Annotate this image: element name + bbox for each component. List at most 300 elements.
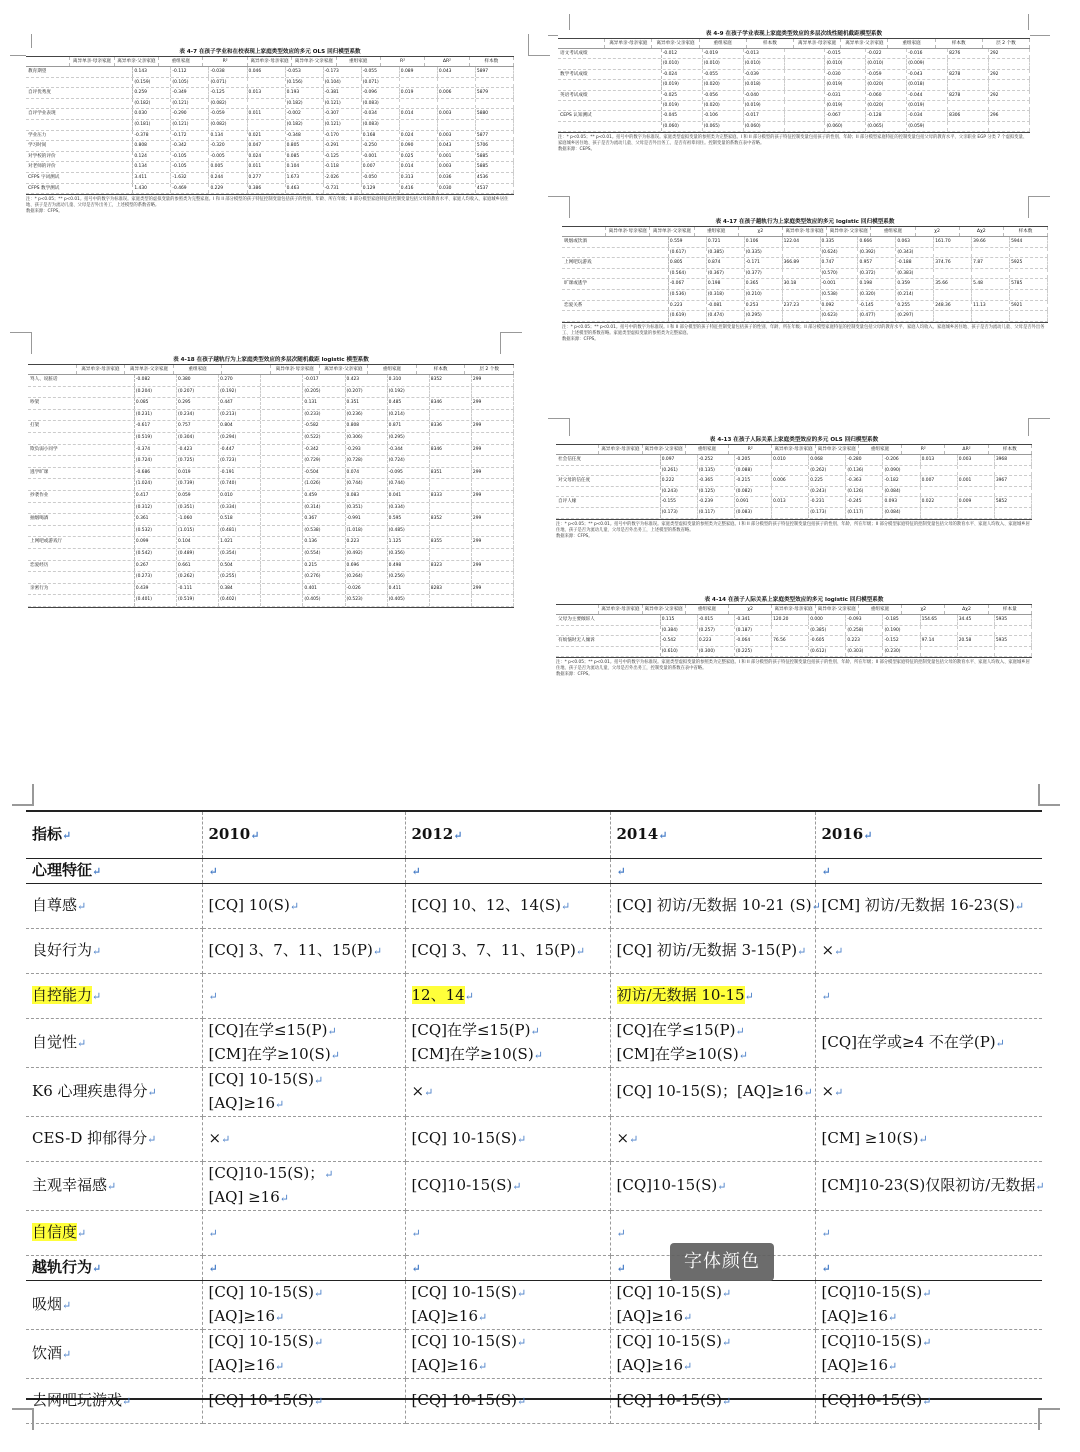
mini-cell <box>783 311 821 321</box>
mini-cell: 0.757 <box>177 421 219 432</box>
mini-table-4-14 <box>556 596 1032 678</box>
year-cell[interactable] <box>202 858 405 883</box>
mini-cell: 8336 <box>430 421 472 432</box>
paragraph-mark-icon: ↵ <box>221 1132 231 1146</box>
mini-cell: (0.019) <box>907 101 948 110</box>
mini-cell: 0.805 <box>286 141 324 151</box>
year-cell[interactable] <box>405 883 610 928</box>
year-cell[interactable] <box>202 1210 405 1255</box>
indicator-cell[interactable] <box>26 1116 202 1161</box>
mini-row-label: 吵架 <box>28 398 135 409</box>
year-cell[interactable] <box>610 928 815 973</box>
year-cell[interactable] <box>610 1161 815 1210</box>
mini-cell: 0.013 <box>248 88 286 98</box>
mini-cell: (0.243) <box>809 487 846 497</box>
mini-cell <box>261 503 303 514</box>
year-cell[interactable] <box>405 1255 610 1280</box>
mini-table-row <box>562 269 1048 280</box>
mini-header-cell: 离异单亲·母亲家庭 <box>70 57 114 66</box>
mini-cell <box>400 99 438 109</box>
indicator-cell[interactable] <box>26 1018 202 1067</box>
paragraph-mark-icon: ↵ <box>1014 899 1025 913</box>
mini-cell <box>261 445 303 456</box>
cell-line <box>32 1127 196 1151</box>
mini-cell: (0.090) <box>883 466 920 476</box>
mini-cell: (0.182) <box>286 99 324 109</box>
mini-table-title: 表 4-14 在孩子人际关系上家庭类型效应的多元 logistic 回归模型系数 <box>704 597 884 603</box>
cell-text: [AQ]≥16 <box>208 1355 275 1374</box>
cell-text: [CQ]10-15(S) <box>616 1175 718 1194</box>
mini-cell: (0.297) <box>896 311 934 321</box>
mini-cell: 0.143 <box>133 67 171 77</box>
paragraph-mark-icon: ↵ <box>516 1335 527 1349</box>
paragraph-mark-icon: ↵ <box>147 1085 157 1099</box>
year-cell[interactable] <box>815 1116 1042 1161</box>
mini-cell: (0.060) <box>662 122 703 131</box>
mini-cell: (0.082) <box>735 487 772 497</box>
paragraph-mark-icon: ↵ <box>122 1394 132 1408</box>
mini-cell: (0.020) <box>866 101 907 110</box>
mini-cell: (0.264) <box>346 572 388 583</box>
year-cell[interactable] <box>202 1161 405 1210</box>
cell-line <box>32 894 196 918</box>
mini-header-cell: 层 2 个数 <box>465 365 514 374</box>
indicator-cell[interactable] <box>26 1378 202 1423</box>
indicator-cell[interactable] <box>26 973 202 1018</box>
year-cell[interactable] <box>815 1161 1045 1210</box>
mini-cell: (0.117) <box>698 508 735 518</box>
cell-line <box>32 1080 196 1104</box>
mini-cell: 0.416 <box>400 184 438 194</box>
mini-row-label: 对父母的信任度 <box>556 476 661 486</box>
section-row <box>26 1255 1042 1280</box>
year-cell[interactable] <box>405 973 610 1018</box>
mini-row-label <box>28 595 135 606</box>
year-cell[interactable] <box>405 1329 610 1378</box>
mini-cell: (0.392) <box>858 248 896 258</box>
mini-cell: -0.215 <box>735 476 772 486</box>
mini-cell <box>772 487 809 497</box>
year-cell[interactable] <box>405 1378 610 1423</box>
mini-cell: -0.542 <box>661 636 698 646</box>
mini-cell: -0.016 <box>907 49 948 58</box>
cell-text: [CQ] 10-15(S) <box>411 1282 517 1301</box>
mini-cell: (0.082) <box>209 120 247 130</box>
mini-cell: 292 <box>989 70 1030 79</box>
cell-text: [CQ] 10-15(S) <box>208 1390 314 1409</box>
year-cell[interactable] <box>405 928 610 973</box>
mini-cell: (0.010) <box>744 59 785 68</box>
mini-cell: -0.185 <box>883 615 920 625</box>
mini-cell: (0.405) <box>388 595 430 606</box>
cell-text: [CQ] 10-15(S) <box>208 1069 314 1088</box>
mini-cell: 0.380 <box>177 375 219 386</box>
mini-cell <box>921 508 958 518</box>
indicator-cell[interactable] <box>26 1067 202 1116</box>
year-cell[interactable] <box>815 1018 1042 1067</box>
cell-line <box>822 894 1037 918</box>
mini-cell: 299 <box>472 421 514 432</box>
indicator-cell[interactable] <box>26 858 202 883</box>
mini-row-label: CFPS 字词测试 <box>26 173 133 183</box>
mini-cell: -0.125 <box>324 152 362 162</box>
mini-row-label: 对学校的评价 <box>26 152 133 162</box>
paragraph-mark-icon: ↵ <box>533 1048 543 1062</box>
year-cell[interactable] <box>405 1210 610 1255</box>
mini-cell: 5785 <box>1010 279 1048 289</box>
paragraph-mark-icon: ↵ <box>289 899 300 913</box>
mini-cell: 296 <box>989 111 1030 120</box>
paragraph-mark-icon: ↵ <box>330 1048 340 1062</box>
year-cell[interactable] <box>202 1329 405 1378</box>
mini-cell: -0.001 <box>362 152 400 162</box>
indicator-cell[interactable] <box>26 1280 202 1329</box>
mini-cell: (0.182) <box>286 120 324 130</box>
mini-cell: 0.439 <box>135 584 177 595</box>
cell-line <box>412 1256 604 1280</box>
mini-cell: (0.173) <box>661 508 698 518</box>
mini-cell: 161.70 <box>934 237 972 247</box>
cell-line <box>412 939 604 963</box>
year-cell[interactable] <box>815 883 1042 928</box>
year-cell[interactable] <box>815 1280 1042 1329</box>
mini-cell: 0.134 <box>209 131 247 141</box>
mini-cell <box>995 487 1032 497</box>
crop-mark <box>500 332 522 354</box>
mini-table-row <box>26 88 514 99</box>
year-cell[interactable] <box>610 973 815 1018</box>
mini-cell: -0.423 <box>177 445 219 456</box>
mini-header-cell: 离异单亲·父亲家庭 <box>841 39 888 48</box>
mini-cell: -0.106 <box>703 111 744 120</box>
mini-cell: 0.090 <box>400 141 438 151</box>
mini-cell: 0.696 <box>346 561 388 572</box>
mini-cell: (0.082) <box>209 99 247 109</box>
mini-row-label: 上网吧玩游戏 <box>562 258 669 268</box>
mini-cell <box>989 101 1030 110</box>
year-cell[interactable] <box>815 973 1042 1018</box>
mini-cell: 0.091 <box>735 497 772 507</box>
mini-row-label: 社会信任度 <box>556 455 661 465</box>
mini-cell: -0.182 <box>883 476 920 486</box>
mini-table-row <box>28 398 514 410</box>
mini-cell: -0.082 <box>135 375 177 386</box>
mini-cell <box>958 647 995 657</box>
year-cell[interactable] <box>202 1018 405 1067</box>
mini-table-row <box>28 537 514 549</box>
mini-cell: (0.126) <box>846 487 883 497</box>
paragraph-mark-icon: ↵ <box>92 944 102 958</box>
mini-table-source: 数据来源：CFPS。 <box>556 533 593 539</box>
mini-cell: 292 <box>989 91 1030 100</box>
year-cell[interactable] <box>815 1067 1042 1116</box>
main-table-container <box>26 810 1045 1409</box>
mini-cell: 0.313 <box>400 173 438 183</box>
mini-header-cell <box>556 445 599 454</box>
mini-cell: 0.223 <box>698 636 735 646</box>
mini-cell <box>476 99 514 109</box>
mini-cell: 0.295 <box>177 398 219 409</box>
cell-line <box>209 1281 399 1305</box>
mini-cell: 5885 <box>476 152 514 162</box>
mini-cell <box>772 466 809 476</box>
mini-cell: 8351 <box>430 468 472 479</box>
table-row <box>26 973 1042 1018</box>
header-label: 2014 <box>616 824 659 843</box>
mini-cell <box>472 503 514 514</box>
mini-cell: -0.067 <box>825 111 866 120</box>
crop-mark <box>12 784 34 806</box>
mini-cell: -0.044 <box>907 91 948 100</box>
cell-line <box>617 859 809 883</box>
year-cell[interactable] <box>202 928 405 973</box>
mini-cell: (0.205) <box>303 387 345 398</box>
paragraph-mark-icon: ↵ <box>922 1335 932 1349</box>
paragraph-mark-icon: ↵ <box>478 1359 488 1373</box>
paragraph-mark-icon: ↵ <box>313 1394 324 1408</box>
mini-cell: 8306 <box>948 111 989 120</box>
mini-cell: -0.171 <box>745 258 783 268</box>
mini-cell: -0.731 <box>324 184 362 194</box>
mini-table-source: 数据来源：CEPS。 <box>558 147 595 153</box>
mini-table-row <box>562 258 1048 269</box>
mini-cell <box>430 479 472 490</box>
mini-cell: 3.411 <box>133 173 171 183</box>
year-cell[interactable] <box>815 1255 1042 1280</box>
mini-cell: 0.074 <box>346 468 388 479</box>
cell-line <box>822 1221 1037 1245</box>
paragraph-mark-icon: ↵ <box>62 828 72 842</box>
mini-cell: 5877 <box>476 131 514 141</box>
mini-cell: 0.222 <box>661 476 698 486</box>
mini-cell: (0.273) <box>135 572 177 583</box>
year-cell[interactable] <box>610 1018 815 1067</box>
year-cell[interactable] <box>815 1378 1042 1423</box>
mini-table-note: 注：* p<0.05；** p<0.01。括号中的数字为标准误。家庭类型虚拟变量的参照类为完整家庭。I 和 II 部分模型的孩子特征控制变量包括孩子的性别、年龄、所在年级；II 部分模型家庭特征的控制变量包括父母的教育水平、家庭人均收入、家庭城乡居住地、孩子是否为流动儿童、父母是否外出务工，控制变量的系数在表中省略。 <box>556 660 1030 672</box>
mini-cell: (0.384) <box>661 626 698 636</box>
mini-cell: 0.401 <box>303 584 345 595</box>
mini-cell <box>972 269 1010 279</box>
mini-table-row <box>28 387 514 399</box>
mini-row-label: 自评优秀度 <box>26 88 133 98</box>
year-cell[interactable] <box>610 1378 815 1423</box>
paragraph-mark-icon: ↵ <box>77 1226 87 1240</box>
mini-cell: 0.253 <box>745 301 783 311</box>
mini-cell <box>438 120 476 130</box>
mini-header-cell: 重组家庭 <box>337 57 381 66</box>
cell-text: [CQ]10-15(S) <box>821 1390 923 1409</box>
paragraph-mark-icon: ↵ <box>721 1286 732 1300</box>
mini-cell: 0.804 <box>219 421 261 432</box>
year-cell[interactable] <box>815 928 1042 973</box>
mini-cell: 5852 <box>995 497 1032 507</box>
year-cell[interactable] <box>202 1116 405 1161</box>
indicator-cell[interactable] <box>26 928 202 973</box>
cell-text: [CQ]在学≤15(P) <box>411 1020 531 1039</box>
year-cell[interactable] <box>202 883 405 928</box>
year-cell[interactable] <box>610 858 815 883</box>
mini-cell: (0.019) <box>662 80 703 89</box>
year-cell[interactable] <box>815 1210 1042 1255</box>
paragraph-mark-icon: ↵ <box>629 1132 639 1146</box>
year-cell[interactable] <box>610 1067 815 1116</box>
crop-mark <box>10 332 32 354</box>
mini-cell: 0.036 <box>438 173 476 183</box>
indicator-cell[interactable] <box>26 1255 202 1280</box>
mini-cell <box>430 410 472 421</box>
cell-line <box>822 1330 1037 1354</box>
mini-cell: -0.017 <box>744 111 785 120</box>
mini-row-label <box>28 410 135 421</box>
mini-cell: (0.624) <box>821 248 859 258</box>
mini-cell: (0.060) <box>825 122 866 131</box>
year-cell[interactable] <box>405 1161 610 1210</box>
mini-cell: (0.065) <box>703 122 744 131</box>
mini-cell: 35.66 <box>934 279 972 289</box>
cell-text: [CM]10-23(S)仅限初访/无数据 <box>821 1175 1036 1194</box>
mini-cell: (0.136) <box>846 466 883 476</box>
year-cell[interactable] <box>610 883 821 928</box>
mini-cell: -0.013 <box>744 49 785 58</box>
year-cell[interactable] <box>610 1329 815 1378</box>
mini-cell: 0.014 <box>400 162 438 172</box>
mini-table-row <box>28 445 514 457</box>
mini-table-title: 表 4-7 在孩子学业和在校表现上家庭类型效应的多元 OLS 回归模型系数 <box>179 49 361 55</box>
mini-cell: 299 <box>472 445 514 456</box>
mini-cell <box>783 269 821 279</box>
year-cell[interactable] <box>202 973 405 1018</box>
year-cell[interactable] <box>202 1255 405 1280</box>
mini-cell <box>995 626 1032 636</box>
paragraph-mark-icon: ↵ <box>208 989 218 1003</box>
cell-text: [CQ] 10-15(S) <box>208 1282 314 1301</box>
year-cell[interactable] <box>815 1329 1042 1378</box>
mini-cell: 0.223 <box>669 301 707 311</box>
header-label: 2012 <box>411 824 454 843</box>
paragraph-mark-icon: ↵ <box>821 989 831 1003</box>
mini-cell: -0.050 <box>362 173 400 183</box>
mini-cell: -0.205 <box>735 455 772 465</box>
mini-cell: 0.131 <box>303 398 345 409</box>
mini-row-label: 旷课或逃学 <box>562 279 669 289</box>
mini-cell: 0.871 <box>388 421 430 432</box>
year-cell[interactable] <box>610 1116 815 1161</box>
mini-cell: 0.043 <box>438 141 476 151</box>
mini-table-header <box>562 227 1048 237</box>
year-cell[interactable] <box>815 858 1042 883</box>
cell-text: [CQ]10-15(S) <box>821 1331 923 1350</box>
cell-text: [CQ]在学或≥4 不在学(P) <box>821 1032 996 1051</box>
year-cell[interactable] <box>405 1280 610 1329</box>
mini-cell: (0.059) <box>907 122 948 131</box>
year-cell[interactable] <box>405 1018 610 1067</box>
mini-cell: (0.538) <box>303 526 345 537</box>
mini-table-row <box>26 152 514 163</box>
mini-cell: 0.104 <box>286 162 324 172</box>
indicator-cell[interactable] <box>26 1210 202 1255</box>
mini-cell: -0.381 <box>324 88 362 98</box>
mini-cell: (0.481) <box>219 526 261 537</box>
mini-row-label: 骂人、说脏话 <box>28 375 135 386</box>
mini-cell: 248.36 <box>934 301 972 311</box>
year-cell[interactable] <box>405 858 610 883</box>
mini-header-cell: 样本量 <box>989 605 1032 614</box>
year-cell[interactable] <box>202 1378 405 1423</box>
mini-cell: (0.570) <box>821 269 859 279</box>
mini-cell: -0.349 <box>171 88 209 98</box>
mini-cell: 0.310 <box>388 375 430 386</box>
mini-table-row <box>26 120 514 131</box>
mini-cell <box>476 78 514 88</box>
cell-line <box>617 1281 809 1305</box>
mini-cell: -0.320 <box>209 141 247 151</box>
mini-cell: 8346 <box>430 445 472 456</box>
year-cell[interactable] <box>202 1280 405 1329</box>
year-cell[interactable] <box>405 1067 610 1116</box>
mini-cell: (0.071) <box>362 78 400 88</box>
mini-table-row <box>556 636 1032 647</box>
mini-cell: -0.055 <box>362 67 400 77</box>
mini-cell: (0.354) <box>219 549 261 560</box>
cell-text: [CM] 初访/无数据 16-23(S) <box>821 895 1015 914</box>
cell-text: [CM]在学≥10(S) <box>208 1044 331 1063</box>
mini-table-row <box>558 101 1030 111</box>
mini-cell: 0.805 <box>669 258 707 268</box>
mini-row-label <box>28 456 135 467</box>
cell-line <box>412 1080 604 1104</box>
year-cell[interactable] <box>405 1116 610 1161</box>
mini-cell: -0.064 <box>735 636 772 646</box>
mini-cell: -0.991 <box>346 514 388 525</box>
mini-cell: 8352 <box>430 514 472 525</box>
paragraph-mark-icon: ↵ <box>616 1226 626 1240</box>
mini-cell: -0.252 <box>698 455 735 465</box>
mini-cell: 0.115 <box>661 615 698 625</box>
paragraph-mark-icon: ↵ <box>616 1261 626 1275</box>
mini-header-cell: 离异单亲·父亲家庭 <box>115 57 159 66</box>
mini-cell: (0.010) <box>662 59 703 68</box>
mini-cell: -0.342 <box>303 445 345 456</box>
mini-cell: 20.58 <box>958 636 995 646</box>
year-cell[interactable] <box>202 1067 405 1116</box>
mini-cell <box>472 410 514 421</box>
cell-line <box>412 1330 604 1354</box>
indicator-cell[interactable] <box>26 1161 202 1210</box>
cell-line <box>617 1354 809 1378</box>
mini-header-cell: 离异单亲·父亲家庭 <box>816 605 859 614</box>
mini-cell: -0.206 <box>883 455 920 465</box>
mini-row-label <box>562 311 669 321</box>
mini-cell <box>472 387 514 398</box>
indicator-cell[interactable] <box>26 883 202 928</box>
mini-cell: (0.190) <box>883 626 920 636</box>
cell-line <box>209 1186 399 1210</box>
paragraph-mark-icon: ↵ <box>411 1226 421 1240</box>
mini-row-label: 上网吧或游戏厅 <box>28 537 135 548</box>
cell-line <box>209 1354 399 1378</box>
mini-row-label <box>26 78 133 88</box>
mini-header-cell: 离异单亲·父亲家庭 <box>643 445 686 454</box>
year-cell[interactable] <box>610 1280 815 1329</box>
mini-cell: (0.739) <box>177 479 219 490</box>
mini-cell: -0.191 <box>219 468 261 479</box>
cell-line <box>32 1342 196 1366</box>
paragraph-mark-icon: ↵ <box>797 944 807 958</box>
indicator-cell[interactable] <box>26 1329 202 1378</box>
mini-cell <box>472 572 514 583</box>
cell-line <box>209 894 399 918</box>
mini-cell: (0.105) <box>171 78 209 88</box>
